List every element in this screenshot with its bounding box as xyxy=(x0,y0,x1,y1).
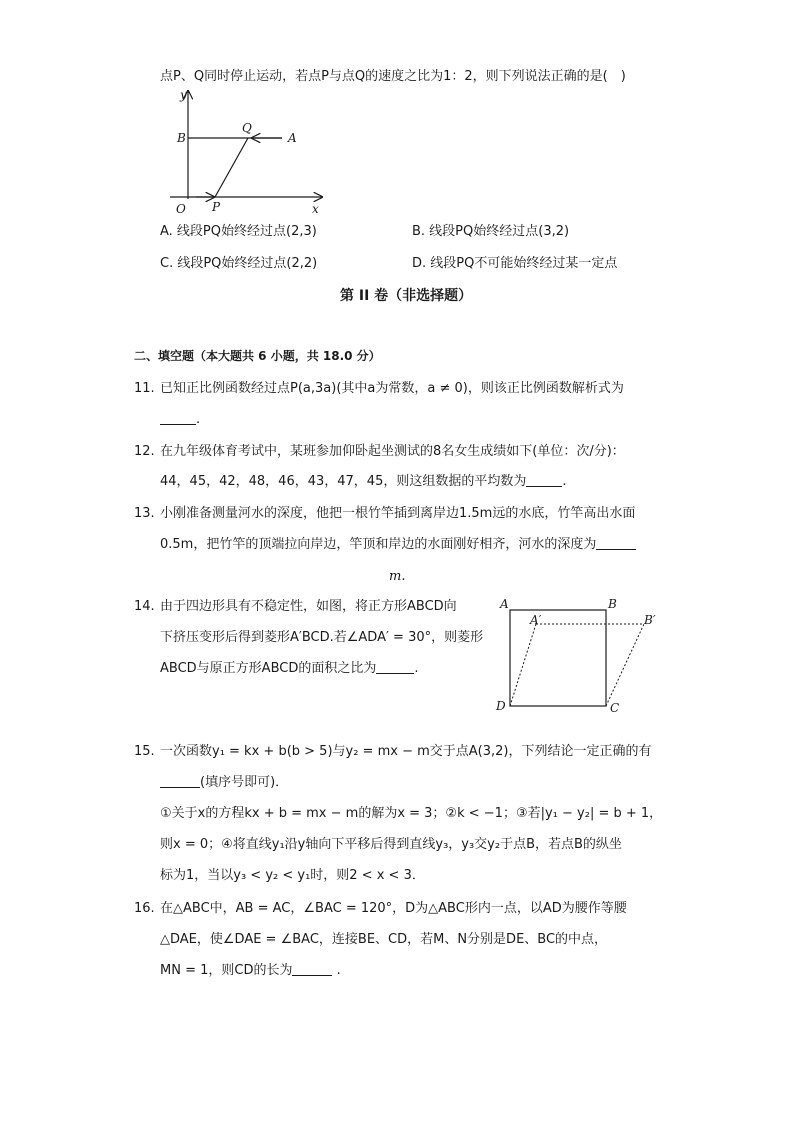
answer-blank[interactable] xyxy=(526,472,562,487)
answer-blank[interactable] xyxy=(160,773,200,788)
q13-line2 xyxy=(160,535,636,555)
answer-blank[interactable] xyxy=(376,659,414,674)
q10-option-a: A. 线段PQ始终经过点(2,3) xyxy=(160,224,317,239)
q15-line2 xyxy=(160,773,288,793)
label-b-prime: B′ xyxy=(644,613,656,627)
answer-blank[interactable] xyxy=(292,961,332,976)
label-p: P xyxy=(212,200,221,214)
answer-blank[interactable] xyxy=(596,535,636,550)
segment-pq xyxy=(215,138,248,197)
answer-blank[interactable] xyxy=(160,410,196,425)
q16-line1: 在△ABC中，AB = AC，∠BAC = 120°，D为△ABC形内一点，以AD为腰作等腰 xyxy=(160,901,627,916)
label-o: O xyxy=(176,202,186,216)
q13-line2-text: 0.5m，把竹竿的顶端拉向岸边，竿顶和岸边的水面刚好相齐，河水的深度为 xyxy=(160,537,597,552)
q16-line2: △DAE，使∠DAE = ∠BAC，连接BE、CD，若M、N分别是DE、BC的中点， xyxy=(160,932,608,947)
q13-unit: m. xyxy=(389,569,406,584)
label-d: D xyxy=(496,699,506,713)
q14-line3-text: ABCD与原正方形ABCD的面积之比为 xyxy=(160,661,377,676)
q15-line2-text: (填序号即可)． xyxy=(200,775,289,790)
q15-number: 15. xyxy=(134,744,155,759)
rhombus-right xyxy=(606,624,644,706)
q12-line2 xyxy=(160,472,566,492)
q11-line2 xyxy=(160,410,200,430)
q15-line1: 一次函数y₁ = kx + b(b > 5)与y₂ = mx − m交于点A(3,2)，下列结论一定正确的有 xyxy=(160,744,652,759)
q14-line3 xyxy=(160,659,418,679)
q12-line1: 在九年级体育考试中，某班参加仰卧起坐测试的8名女生成绩如下(单位：次/分)： xyxy=(160,444,625,459)
label-a: A xyxy=(500,597,509,611)
q10-stem: 点P、Q同时停止运动，若点P与点Q的速度之比为1：2，则下列说法正确的是( ) xyxy=(160,69,626,84)
section-heading: 二、填空题（本大题共 6 小题，共 18.0 分） xyxy=(134,349,381,363)
q16-period: . xyxy=(336,963,341,978)
q14-line1: 由于四边形具有不稳定性，如图，将正方形ABCD向 xyxy=(160,599,457,614)
q12-period: . xyxy=(562,474,567,489)
label-a: A xyxy=(288,131,297,145)
q15-line5: 标为1，当以y₃ < y₂ < y₁时，则2 < x < 3． xyxy=(160,868,425,883)
label-c: C xyxy=(610,701,620,715)
q14-period: . xyxy=(414,661,419,676)
q12-line2-text: 44，45，42，48，46，43，47，45，则这组数据的平均数为 xyxy=(160,474,527,489)
label-b: B xyxy=(177,131,186,145)
q15-line3: ①关于x的方程kx + b = mx − m的解为x = 3；②k < −1；③若|y₁ − y₂| = b + 1， xyxy=(160,806,663,821)
q10-option-d: D. 线段PQ不可能始终经过某一定点 xyxy=(412,256,618,271)
rhombus-left xyxy=(510,624,536,706)
q16-line3 xyxy=(160,961,341,981)
label-x: x xyxy=(312,202,319,216)
part2-title: 第 II 卷（非选择题） xyxy=(340,288,473,304)
q10-option-c: C. 线段PQ始终经过点(2,2) xyxy=(160,256,318,271)
label-b: B xyxy=(608,597,617,611)
q12-number: 12. xyxy=(134,444,155,459)
q11-line1: 已知正比例函数经过点P(a,3a)(其中a为常数，a ≠ 0)，则该正比例函数解析式为 xyxy=(160,381,624,396)
q14-number: 14. xyxy=(134,599,155,614)
label-q: Q xyxy=(242,121,252,135)
q10-coordinate-figure xyxy=(160,85,340,225)
q16-line3-text: MN = 1，则CD的长为 xyxy=(160,963,293,978)
q13-number: 13. xyxy=(134,506,155,521)
q14-line2: 下挤压变形后得到菱形A′BCD.若∠ADA′ = 30°，则菱形 xyxy=(160,630,484,645)
q15-line4: 则x = 0；④将直线y₁沿y轴向下平移后得到直线y₃，y₃交y₂于点B，若点B的纵坐 xyxy=(160,837,622,852)
q10-option-b: B. 线段PQ始终经过点(3,2) xyxy=(412,224,570,239)
q14-square-rhombus-figure xyxy=(494,594,674,724)
q11-period: . xyxy=(196,412,201,427)
label-y: y xyxy=(180,88,187,102)
q16-number: 16. xyxy=(134,901,155,916)
q13-line1: 小刚准备测量河水的深度，他把一根竹竿插到离岸边1.5m远的水底，竹竿高出水面 xyxy=(160,506,636,521)
q11-number: 11. xyxy=(134,381,155,396)
label-a-prime: A′ xyxy=(530,613,542,627)
